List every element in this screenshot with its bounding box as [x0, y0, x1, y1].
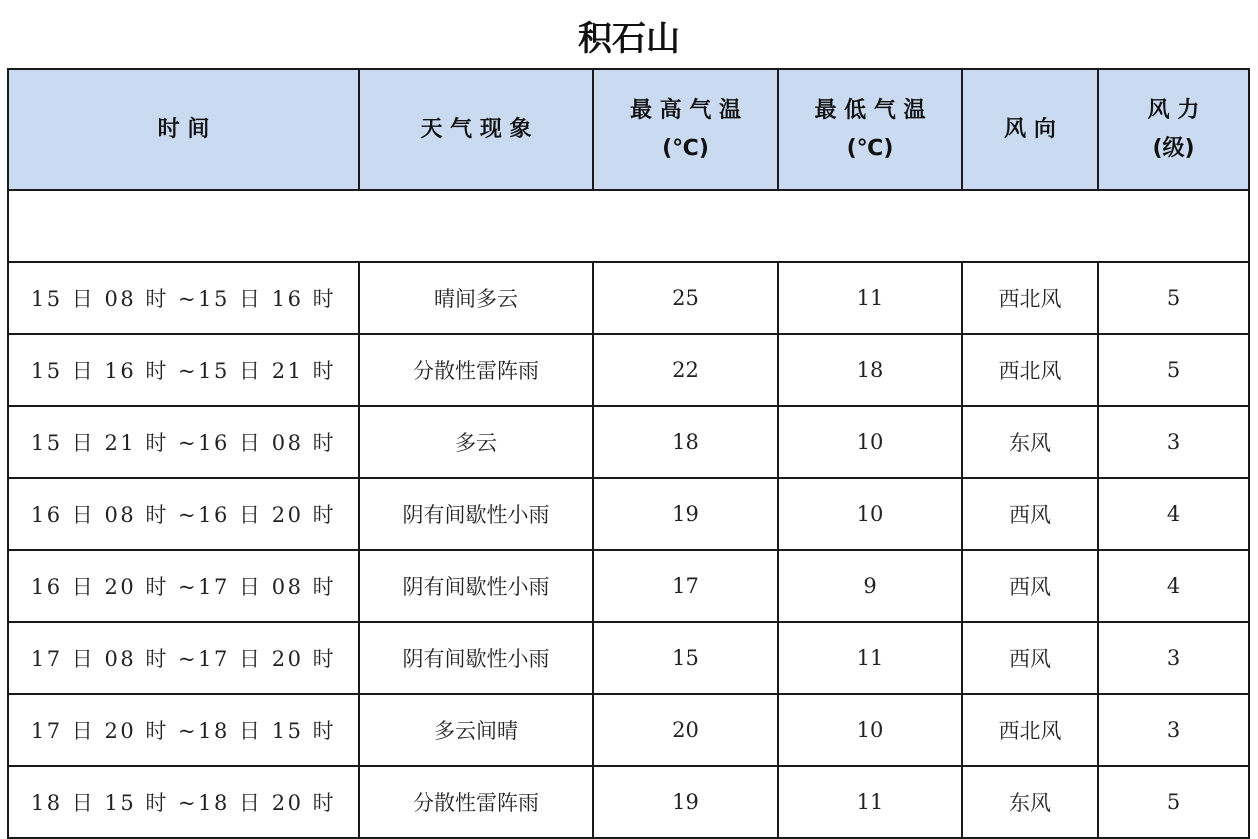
- cell-low-temp: 10: [778, 694, 962, 766]
- cell-high-temp: 15: [593, 622, 778, 694]
- cell-time: 16 日 08 时 ~16 日 20 时: [8, 478, 359, 550]
- cell-wind-force: 5: [1098, 334, 1249, 406]
- cell-weather: 阴有间歇性小雨: [359, 550, 593, 622]
- cell-time: 15 日 21 时 ~16 日 08 时: [8, 406, 359, 478]
- cell-wind-force: 5: [1098, 766, 1249, 838]
- cell-low-temp: 11: [778, 622, 962, 694]
- cell-time: 17 日 20 时 ~18 日 15 时: [8, 694, 359, 766]
- cell-time: 15 日 08 时 ~15 日 16 时: [8, 262, 359, 334]
- cell-wind-direction: 西风: [962, 550, 1098, 622]
- table-row: [8, 694, 1249, 766]
- cell-time: 15 日 16 时 ~15 日 21 时: [8, 334, 359, 406]
- page-title: 积石山: [578, 19, 680, 59]
- cell-wind-direction: 西北风: [962, 262, 1098, 334]
- cell-time: 17 日 08 时 ~17 日 20 时: [8, 622, 359, 694]
- cell-high-temp: 17: [593, 550, 778, 622]
- header-time: 时 间: [8, 69, 359, 190]
- header-high-temp: 最 高 气 温 (℃): [593, 69, 778, 190]
- cell-high-temp: 18: [593, 406, 778, 478]
- header-low-temp: 最 低 气 温 (℃): [778, 69, 962, 190]
- cell-low-temp: 10: [778, 478, 962, 550]
- header-wind-direction: 风 向: [962, 69, 1098, 190]
- cell-wind-direction: 西风: [962, 622, 1098, 694]
- cell-weather: 阴有间歇性小雨: [359, 622, 593, 694]
- cell-wind-force: 5: [1098, 262, 1249, 334]
- cell-weather: 晴间多云: [359, 262, 593, 334]
- table-row: [8, 622, 1249, 694]
- cell-weather: 多云: [359, 406, 593, 478]
- cell-weather: 分散性雷阵雨: [359, 334, 593, 406]
- cell-wind-force: 3: [1098, 694, 1249, 766]
- cell-weather: 分散性雷阵雨: [359, 766, 593, 838]
- weather-forecast-table: [7, 68, 1250, 839]
- cell-weather: 多云间晴: [359, 694, 593, 766]
- cell-wind-force: 4: [1098, 550, 1249, 622]
- cell-high-temp: 22: [593, 334, 778, 406]
- table-row: [8, 406, 1249, 478]
- cell-high-temp: 19: [593, 478, 778, 550]
- header-wind-force: 风 力 (级): [1098, 69, 1249, 190]
- table-row: [8, 550, 1249, 622]
- header-weather: 天 气 现 象: [359, 69, 593, 190]
- cell-wind-force: 4: [1098, 478, 1249, 550]
- cell-low-temp: 11: [778, 766, 962, 838]
- cell-high-temp: 19: [593, 766, 778, 838]
- cell-wind-force: 3: [1098, 622, 1249, 694]
- cell-wind-direction: 东风: [962, 766, 1098, 838]
- table-row: [8, 334, 1249, 406]
- cell-wind-force: 3: [1098, 406, 1249, 478]
- cell-low-temp: 9: [778, 550, 962, 622]
- cell-time: 18 日 15 时 ~18 日 20 时: [8, 766, 359, 838]
- cell-time: 16 日 20 时 ~17 日 08 时: [8, 550, 359, 622]
- cell-high-temp: 20: [593, 694, 778, 766]
- cell-wind-direction: 西风: [962, 478, 1098, 550]
- cell-low-temp: 18: [778, 334, 962, 406]
- header-gap: [8, 190, 1249, 262]
- cell-weather: 阴有间歇性小雨: [359, 478, 593, 550]
- table-row: [8, 262, 1249, 334]
- table-row: [8, 478, 1249, 550]
- cell-high-temp: 25: [593, 262, 778, 334]
- cell-low-temp: 10: [778, 406, 962, 478]
- cell-wind-direction: 西北风: [962, 334, 1098, 406]
- header-high-temp-unit: (℃): [662, 135, 709, 161]
- header-low-temp-unit: (℃): [846, 135, 894, 161]
- table-row: [8, 766, 1249, 838]
- header-wind-force-unit: (级): [1152, 135, 1195, 161]
- cell-low-temp: 11: [778, 262, 962, 334]
- table-header-row: [8, 69, 1249, 190]
- cell-wind-direction: 西北风: [962, 694, 1098, 766]
- cell-wind-direction: 东风: [962, 406, 1098, 478]
